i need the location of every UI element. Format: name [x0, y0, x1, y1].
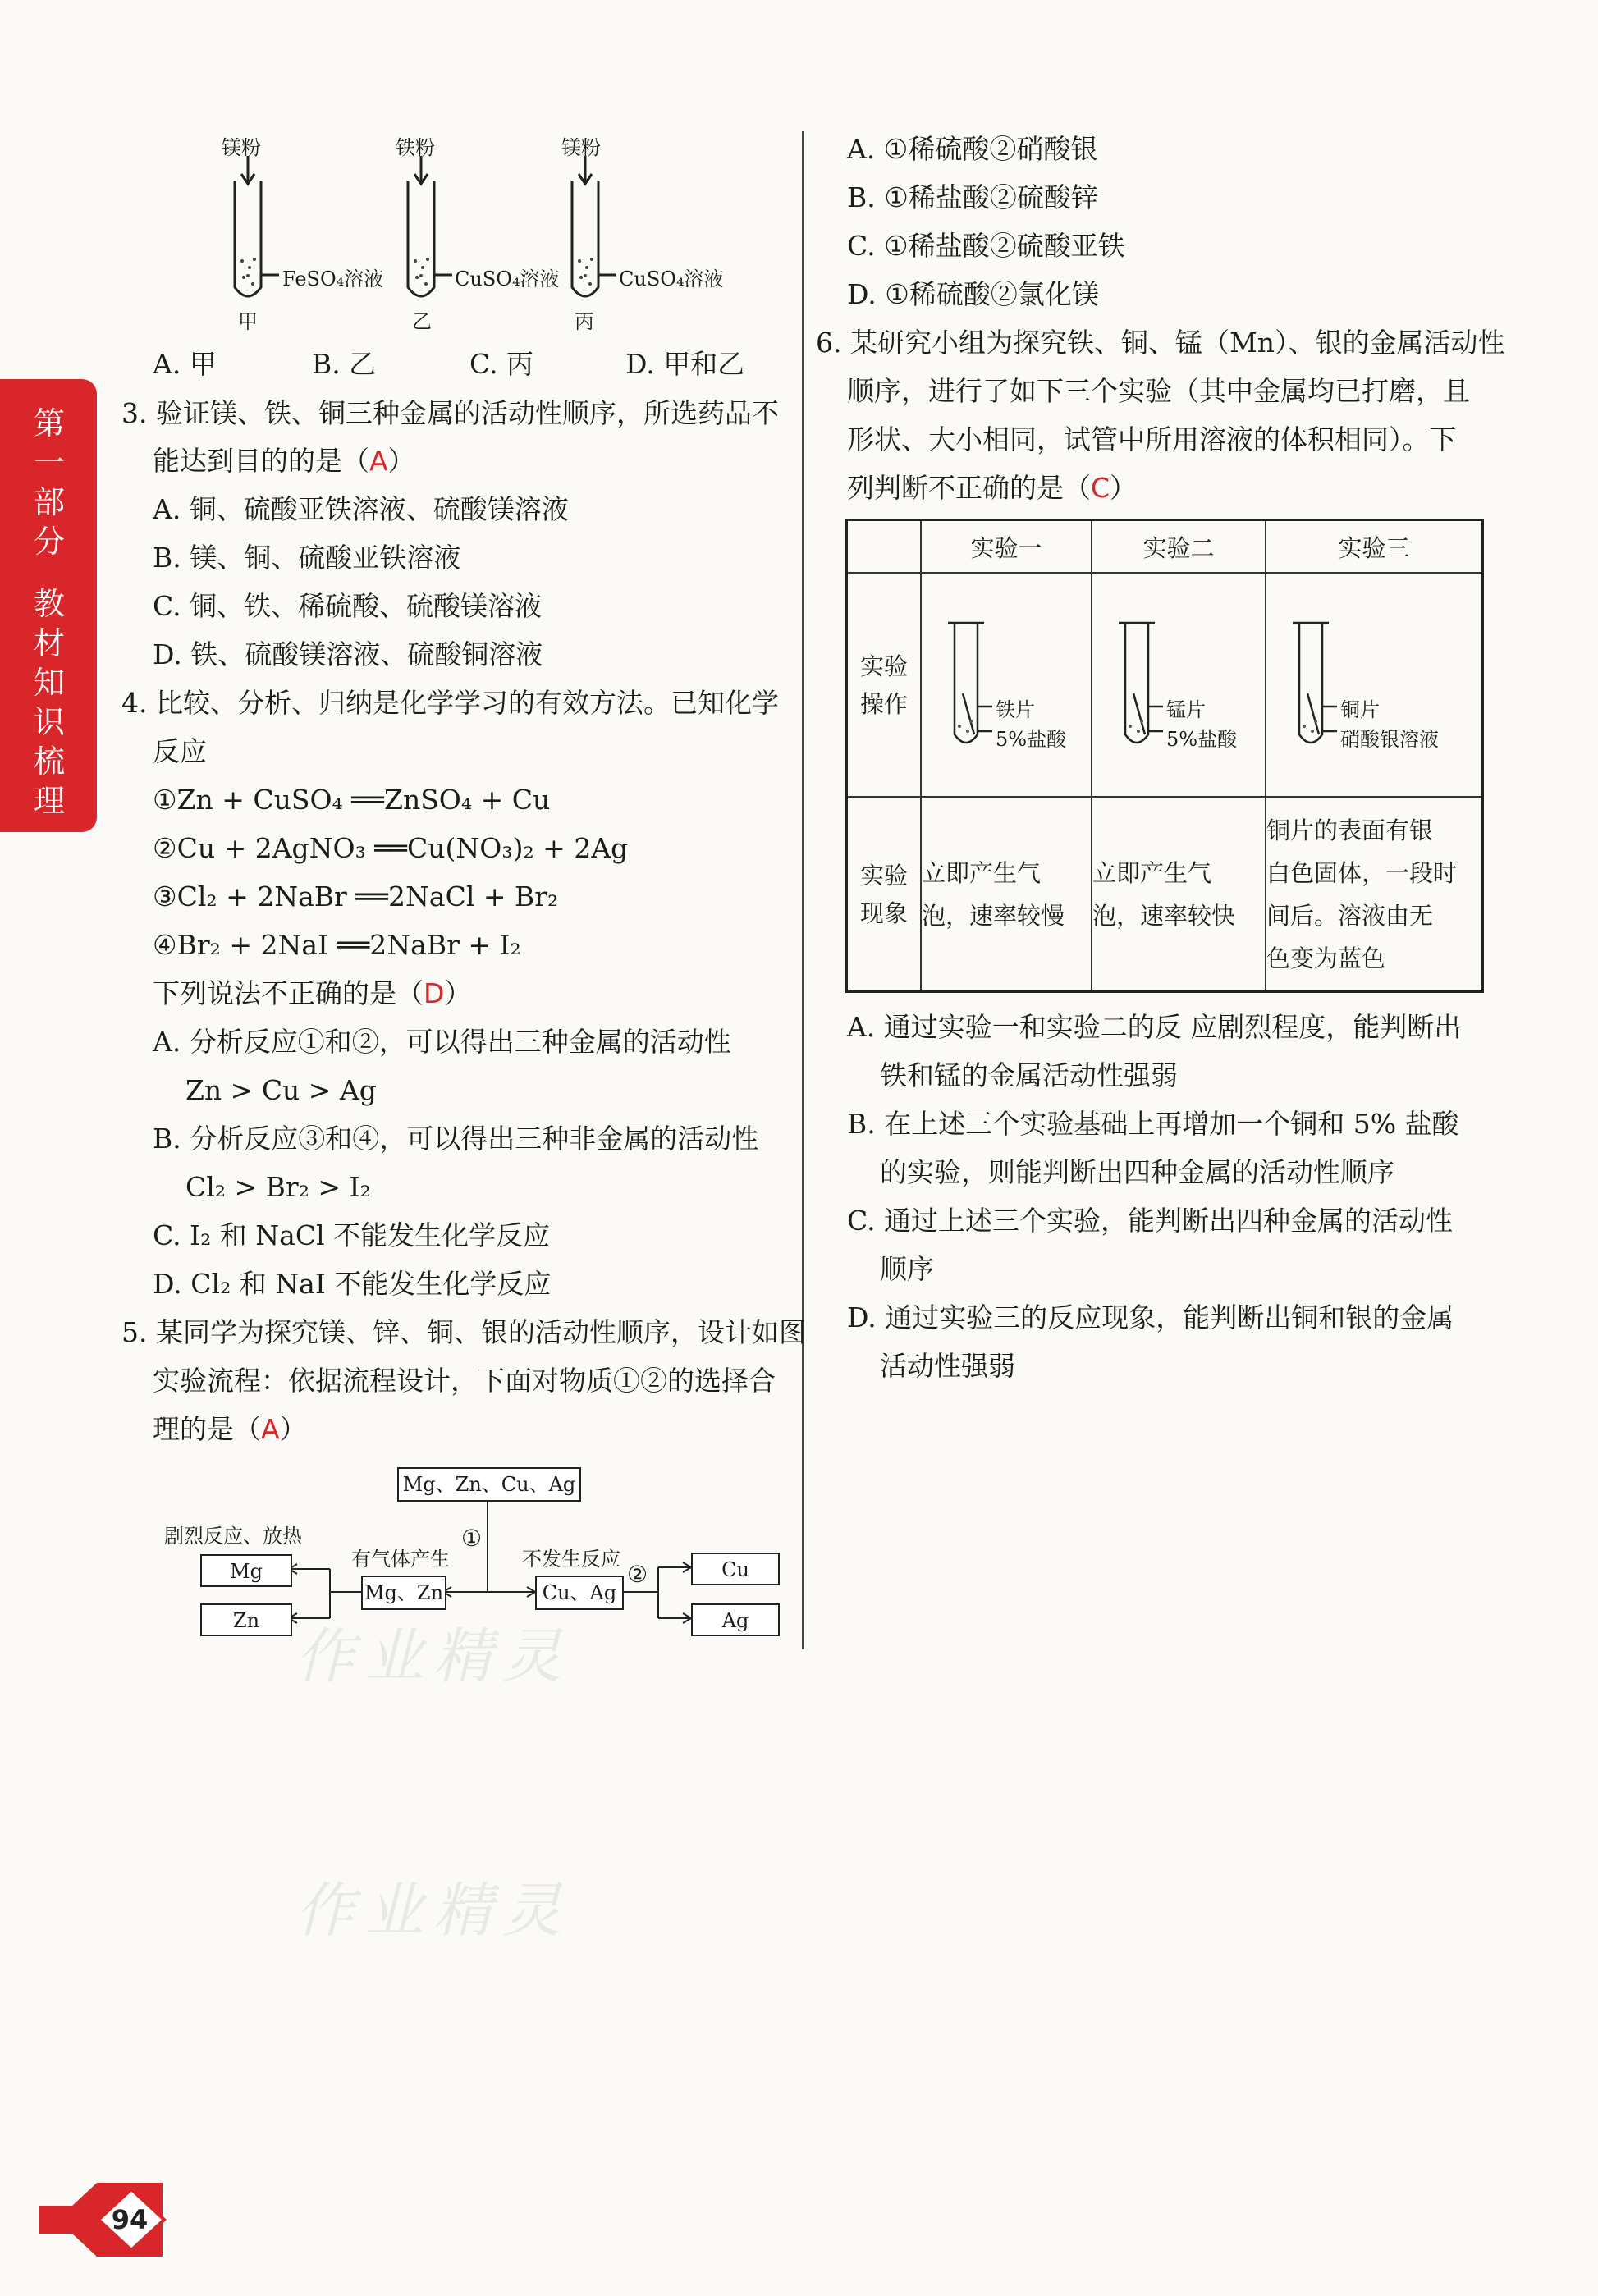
q2-option-c: C. 丙 — [469, 348, 534, 380]
tube-metal-label: 镁粉 — [561, 136, 601, 159]
q6-stem-end: 列判断不正确的是（C） — [847, 472, 1138, 504]
op-metal: 铜片 — [1340, 697, 1380, 721]
page-number: 94 — [111, 2204, 149, 2235]
table-header: 实验二 — [1092, 520, 1266, 574]
phenomenon-cell-2: 立即产生气 泡，速率较快 — [1092, 797, 1266, 991]
q5-option-b: B. ①稀盐酸②硫酸锌 — [847, 181, 1098, 213]
q6-experiment-table — [845, 519, 1484, 993]
row-label: 实验 现象 — [847, 797, 922, 991]
tube-name-label: 甲 — [238, 310, 258, 333]
table-header: 实验三 — [1266, 520, 1483, 574]
flow-mark-2: ② — [627, 1561, 648, 1588]
q6-option-b: B. 在上述三个实验基础上再增加一个铜和 5% 盐酸 — [847, 1108, 1459, 1140]
q2-tube-figure — [197, 123, 788, 336]
q6-stem-cont: 顺序，进行了如下三个实验（其中金属均已打磨，且 — [847, 375, 1470, 407]
flow-label-gas: 有气体产生 — [351, 1548, 450, 1571]
row-label: 实验 操作 — [847, 573, 922, 797]
test-tubes-icon — [197, 123, 788, 336]
flow-box-ag: Ag — [691, 1603, 780, 1636]
watermark: 作业精灵 — [295, 1621, 572, 1690]
q6-option-d: D. 通过实验三的反应现象，能判断出铜和银的金属 — [847, 1301, 1454, 1333]
op-cell-3 — [1266, 573, 1483, 797]
flow-label-no-reaction: 不发生反应 — [522, 1548, 620, 1571]
q5-option-c: C. ①稀盐酸②硫酸亚铁 — [847, 230, 1125, 262]
page-number-badge — [39, 2175, 195, 2265]
op-metal: 锰片 — [1166, 697, 1206, 721]
table-row-operation — [847, 573, 1483, 797]
q2-option-d: D. 甲和乙 — [625, 348, 745, 380]
section-side-tab — [0, 379, 97, 832]
tube-solution-label: FeSO₄溶液 — [282, 268, 384, 290]
op-solution: 5%盐酸 — [996, 727, 1067, 751]
tube-metal-label: 镁粉 — [222, 136, 261, 159]
q4-option-c: C. I₂ 和 NaCl 不能发生化学反应 — [153, 1219, 551, 1251]
op-solution: 硝酸银溶液 — [1340, 727, 1439, 751]
q4-stem: 4. 比较、分析、归纳是化学学习的有效方法。已知化学 — [121, 687, 779, 719]
q5-option-a: A. ①稀硫酸②硝酸银 — [847, 133, 1098, 165]
q6-option-d-cont: 活动性强弱 — [880, 1350, 1015, 1382]
q6-option-a-cont: 铁和锰的金属活动性强弱 — [880, 1059, 1178, 1091]
table-header-row — [847, 520, 1483, 574]
side-tab-title: 教 材 知 识 梳 理 — [33, 586, 65, 819]
q4-option-b-formula: Cl₂ > Br₂ > I₂ — [185, 1171, 371, 1203]
q2-option-b: B. 乙 — [312, 348, 377, 380]
watermark: 作业精灵 — [295, 1876, 572, 1945]
tube-name-label: 丙 — [575, 310, 594, 333]
q3-option-b: B. 镁、铜、硫酸亚铁溶液 — [153, 542, 461, 574]
q3-option-a: A. 铜、硫酸亚铁溶液、硫酸镁溶液 — [153, 493, 569, 525]
q3-answer: A — [369, 445, 388, 477]
q4-reaction: ③Cl₂ + 2NaBr ══2NaCl + Br₂ — [153, 880, 559, 912]
tube-metal-label: 铁粉 — [396, 136, 435, 159]
q6-stem: 6. 某研究小组为探究铁、铜、锰（Mn）、银的金属活动性 — [816, 327, 1505, 359]
phenomenon-cell-1: 立即产生气 泡，速率较慢 — [921, 797, 1092, 991]
table-row-phenomenon — [847, 797, 1483, 991]
q6-option-c-cont: 顺序 — [880, 1253, 934, 1285]
q6-option-a: A. 通过实验一和实验二的反 应剧烈程度，能判断出 — [847, 1011, 1462, 1043]
q6-option-b-cont: 的实验，则能判断出四种金属的活动性顺序 — [880, 1156, 1394, 1188]
table-corner — [847, 520, 922, 574]
phenomenon-cell-3: 铜片的表面有银 白色固体，一段时 间后。溶液由无 色变为蓝色 — [1266, 797, 1483, 991]
op-solution: 5%盐酸 — [1166, 727, 1238, 751]
q3-option-d: D. 铁、硫酸镁溶液、硫酸铜溶液 — [153, 638, 543, 670]
flow-box-start: Mg、Zn、Cu、Ag — [397, 1467, 581, 1502]
q6-option-c: C. 通过上述三个实验，能判断出四种金属的活动性 — [847, 1205, 1454, 1237]
tube-solution-label: CuSO₄溶液 — [619, 268, 724, 290]
q5-stem: 5. 某同学为探究镁、锌、铜、银的活动性顺序，设计如图 — [121, 1316, 806, 1348]
q3-option-c: C. 铜、铁、稀硫酸、硫酸镁溶液 — [153, 590, 543, 622]
side-tab-part: 第 一 部 分 — [33, 405, 65, 560]
q4-stem-cont: 反应 — [153, 735, 207, 767]
op-cell-2 — [1092, 573, 1266, 797]
q2-option-a: A. 甲 — [153, 348, 217, 380]
q4-option-a-formula: Zn > Cu > Ag — [185, 1074, 377, 1106]
q3-stem: 3. 验证镁、铁、铜三种金属的活动性顺序，所选药品不 — [121, 397, 779, 429]
flow-box-mg: Mg — [200, 1554, 292, 1587]
q4-reaction: ②Cu + 2AgNO₃ ══Cu(NO₃)₂ + 2Ag — [153, 832, 629, 864]
q5-answer: A — [261, 1413, 280, 1445]
q4-answer: D — [424, 977, 445, 1009]
flow-box-cu: Cu — [691, 1553, 780, 1585]
q4-option-a: A. 分析反应①和②，可以得出三种金属的活动性 — [153, 1026, 731, 1058]
op-cell-1 — [921, 573, 1092, 797]
table-header: 实验一 — [921, 520, 1092, 574]
flow-mark-1: ① — [461, 1525, 483, 1552]
q4-reaction: ①Zn + CuSO₄ ══ZnSO₄ + Cu — [153, 784, 551, 816]
q6-stem-cont: 形状、大小相同，试管中所用溶液的体积相同）。下 — [847, 423, 1457, 455]
q6-answer: C — [1091, 472, 1110, 504]
q4-reaction: ④Br₂ + 2NaI ══2NaBr + I₂ — [153, 929, 521, 961]
q5-stem-cont: 实验流程：依据流程设计，下面对物质①②的选择合 — [153, 1365, 776, 1397]
tube-name-label: 乙 — [412, 310, 432, 333]
q4-option-b: B. 分析反应③和④，可以得出三种非金属的活动性 — [153, 1123, 759, 1155]
q5-option-d: D. ①稀硫酸②氯化镁 — [847, 278, 1099, 310]
q4-option-d: D. Cl₂ 和 NaI 不能发生化学反应 — [153, 1268, 552, 1300]
flow-label-violent: 剧烈反应、放热 — [164, 1525, 302, 1548]
q5-stem-end: 理的是（A） — [153, 1413, 307, 1445]
flow-box-mg-zn: Mg、Zn — [361, 1576, 446, 1610]
op-metal: 铁片 — [996, 697, 1035, 721]
q3-stem-cont: 能达到目的的是（A） — [153, 445, 415, 477]
q4-ask: 下列说法不正确的是（D） — [153, 977, 472, 1009]
flow-box-zn: Zn — [200, 1603, 292, 1636]
flow-box-cu-ag: Cu、Ag — [535, 1576, 624, 1610]
column-divider — [802, 131, 804, 1649]
tube-solution-label: CuSO₄溶液 — [455, 268, 560, 290]
